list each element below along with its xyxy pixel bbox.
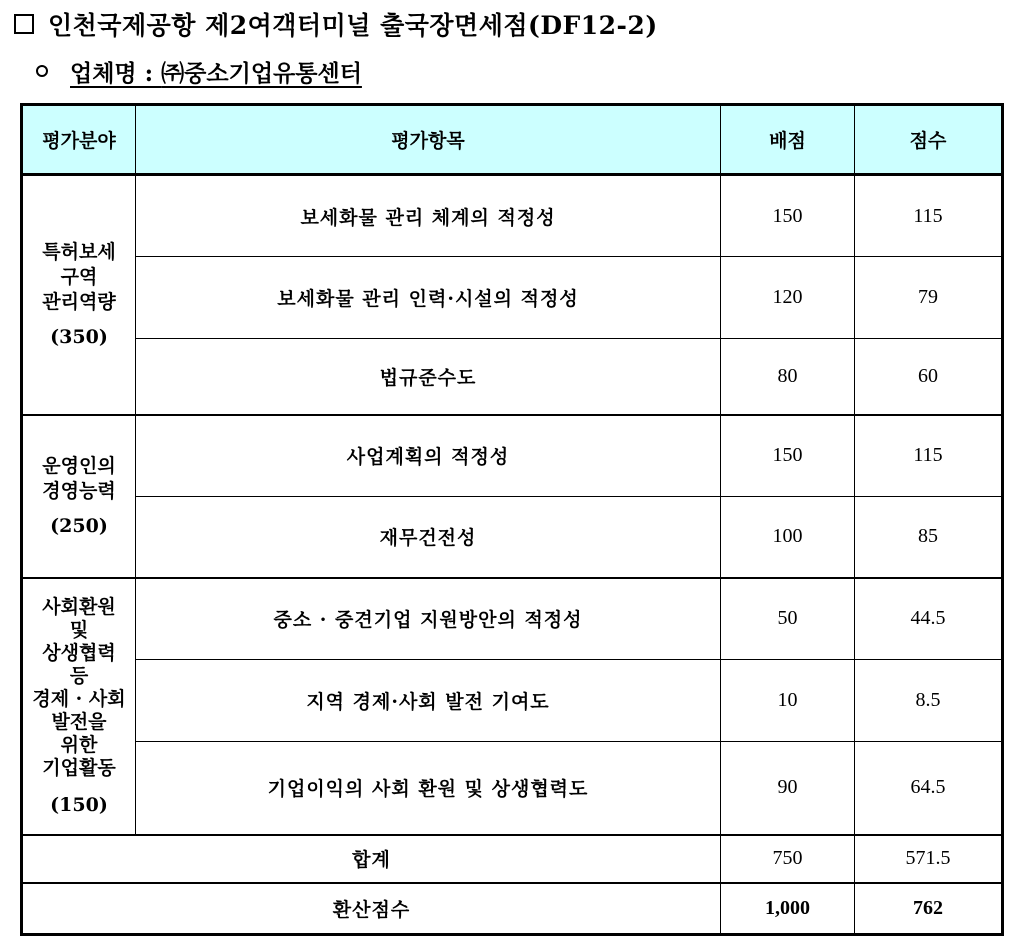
company-label: 업체명 : bbox=[70, 59, 162, 87]
score-cell: 79 bbox=[855, 257, 1003, 339]
converted-score: 762 bbox=[855, 883, 1003, 935]
column-header: 점수 bbox=[855, 105, 1003, 175]
item-cell: 지역 경제·사회 발전 기여도 bbox=[136, 660, 721, 742]
item-cell: 기업이익의 사회 환원 및 상생협력도 bbox=[136, 742, 721, 835]
category-cell: 특허보세 구역 관리역량 (350) bbox=[22, 175, 136, 415]
item-cell: 중소 · 중견기업 지원방안의 적정성 bbox=[136, 578, 721, 660]
category-total: (150) bbox=[50, 793, 108, 816]
item-cell: 보세화물 관리 인력·시설의 적정성 bbox=[136, 257, 721, 339]
evaluation-table bbox=[20, 103, 1004, 936]
item-cell: 재무건전성 bbox=[136, 497, 721, 578]
allotted-cell: 80 bbox=[721, 339, 855, 415]
score-cell: 44.5 bbox=[855, 578, 1003, 660]
allotted-cell: 50 bbox=[721, 578, 855, 660]
item-cell: 법규준수도 bbox=[136, 339, 721, 415]
allotted-cell: 100 bbox=[721, 497, 855, 578]
table-row bbox=[22, 415, 1003, 497]
table-row bbox=[22, 497, 1003, 578]
column-header: 배점 bbox=[721, 105, 855, 175]
item-cell: 보세화물 관리 체계의 적정성 bbox=[136, 175, 721, 257]
category-total: (250) bbox=[50, 514, 108, 537]
score-cell: 8.5 bbox=[855, 660, 1003, 742]
total-label: 합계 bbox=[22, 835, 721, 883]
page-title bbox=[14, 6, 658, 42]
table-row bbox=[22, 578, 1003, 660]
total-score: 571.5 bbox=[855, 835, 1003, 883]
table-row bbox=[22, 339, 1003, 415]
category-cell: 사회환원 및 상생협력 등 경제 · 사회 발전을 위한 기업활동 (150) bbox=[22, 578, 136, 835]
column-header: 평가항목 bbox=[136, 105, 721, 175]
converted-allotted: 1,000 bbox=[721, 883, 855, 935]
allotted-cell: 120 bbox=[721, 257, 855, 339]
circle-bullet-icon bbox=[36, 65, 48, 77]
checkbox-icon bbox=[14, 14, 34, 34]
score-cell: 64.5 bbox=[855, 742, 1003, 835]
column-header: 평가분야 bbox=[22, 105, 136, 175]
company-heading bbox=[70, 55, 362, 88]
score-cell: 115 bbox=[855, 415, 1003, 497]
allotted-cell: 150 bbox=[721, 415, 855, 497]
allotted-cell: 10 bbox=[721, 660, 855, 742]
converted-row bbox=[22, 883, 1003, 935]
table-row bbox=[22, 175, 1003, 257]
table-row bbox=[22, 257, 1003, 339]
table-row bbox=[22, 660, 1003, 742]
allotted-cell: 90 bbox=[721, 742, 855, 835]
allotted-cell: 150 bbox=[721, 175, 855, 257]
total-allotted: 750 bbox=[721, 835, 855, 883]
company-line bbox=[36, 54, 362, 88]
category-cell: 운영인의 경영능력 (250) bbox=[22, 415, 136, 578]
total-row bbox=[22, 835, 1003, 883]
item-cell: 사업계획의 적정성 bbox=[136, 415, 721, 497]
title-text: 인천국제공항 제2여객터미널 출국장면세점(DF12-2) bbox=[48, 11, 658, 40]
table-row bbox=[22, 742, 1003, 835]
score-cell: 85 bbox=[855, 497, 1003, 578]
table-header-row bbox=[22, 105, 1003, 175]
company-name: ㈜중소기업유통센터 bbox=[161, 59, 362, 87]
converted-label: 환산점수 bbox=[22, 883, 721, 935]
score-cell: 60 bbox=[855, 339, 1003, 415]
score-cell: 115 bbox=[855, 175, 1003, 257]
category-total: (350) bbox=[50, 325, 108, 348]
